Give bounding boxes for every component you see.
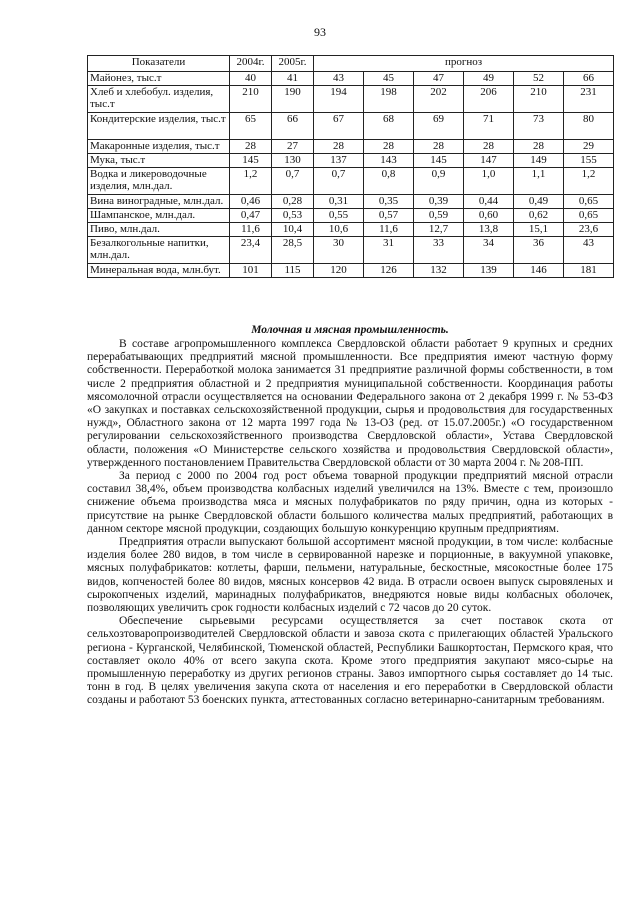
table-cell: 52 <box>514 72 564 86</box>
table-row <box>88 113 614 140</box>
table-cell: 198 <box>364 86 414 113</box>
table-cell: 47 <box>414 72 464 86</box>
table-cell: 29 <box>564 140 614 154</box>
table-cell: 27 <box>272 140 314 154</box>
table-cell: 11,6 <box>364 223 414 237</box>
section-title: Молочная и мясная промышленность. <box>251 324 449 336</box>
row-label: Водка и ликероводочные изделия, млн.дал. <box>88 168 230 195</box>
table-cell: 69 <box>414 113 464 140</box>
body-text <box>87 338 613 708</box>
table-cell: 0,7 <box>272 168 314 195</box>
table-cell: 115 <box>272 264 314 278</box>
table-cell: 31 <box>364 237 414 264</box>
row-label: Кондитерские изделия, тыс.т <box>88 113 230 140</box>
table-row <box>88 237 614 264</box>
row-label: Макаронные изделия, тыс.т <box>88 140 230 154</box>
header-forecast: прогноз <box>314 56 614 72</box>
row-label: Майонез, тыс.т <box>88 72 230 86</box>
table-cell: 0,65 <box>564 195 614 209</box>
table-cell: 145 <box>414 154 464 168</box>
table-cell: 137 <box>314 154 364 168</box>
table-cell: 0,62 <box>514 209 564 223</box>
table-cell: 15,1 <box>514 223 564 237</box>
table-cell: 231 <box>564 86 614 113</box>
row-label: Пиво, млн.дал. <box>88 223 230 237</box>
table-cell: 36 <box>514 237 564 264</box>
table-cell: 30 <box>314 237 364 264</box>
table-cell: 0,53 <box>272 209 314 223</box>
table-cell: 45 <box>364 72 414 86</box>
table-cell: 181 <box>564 264 614 278</box>
table-cell: 101 <box>230 264 272 278</box>
table-cell: 1,1 <box>514 168 564 195</box>
table-row <box>88 223 614 237</box>
table-cell: 1,2 <box>230 168 272 195</box>
table-cell: 68 <box>364 113 414 140</box>
header-indicators: Показатели <box>88 56 230 72</box>
table-cell: 28 <box>314 140 364 154</box>
table-cell: 28 <box>364 140 414 154</box>
page-number: 93 <box>314 25 326 39</box>
table-cell: 1,2 <box>564 168 614 195</box>
table-cell: 0,59 <box>414 209 464 223</box>
row-label: Минеральная вода, млн.бут. <box>88 264 230 278</box>
table-row <box>88 86 614 113</box>
table-cell: 0,60 <box>464 209 514 223</box>
table-cell: 28,5 <box>272 237 314 264</box>
table-cell: 139 <box>464 264 514 278</box>
table-cell: 132 <box>414 264 464 278</box>
table-cell: 194 <box>314 86 364 113</box>
forecast-table <box>87 55 614 278</box>
table-cell: 10,6 <box>314 223 364 237</box>
table-cell: 190 <box>272 86 314 113</box>
table-cell: 0,8 <box>364 168 414 195</box>
table-cell: 34 <box>464 237 514 264</box>
table-cell: 210 <box>230 86 272 113</box>
row-label: Мука, тыс.т <box>88 154 230 168</box>
table-cell: 155 <box>564 154 614 168</box>
table-cell: 0,49 <box>514 195 564 209</box>
table-cell: 130 <box>272 154 314 168</box>
table-cell: 0,57 <box>364 209 414 223</box>
header-2004: 2004г. <box>230 56 272 72</box>
table-cell: 120 <box>314 264 364 278</box>
paragraph: В составе агропромышленного комплекса Свердловской области работает 9 крупных и средних перерабатывающих предприятий мясной промышленности. Все предприятия имеют частную форму собственности. Переработкой молока занимается 31 предприятие различной формы собственности, в том числе 2 предприятия областной и 2 предприятия муниципальной собственности. Координация работы мясомолочной отрасли осуществляется на основании Федерального закона от 2 декабря 1999 г. № 53-ФЗ «О закупках и поставках сельскохозяйственной продукции, сырья и продовольствия для государственных нужд», Областного закона от 12 марта 1997 года № 13-ОЗ (ред. от 15.07.2005г.) «О государственном регулировании сельскохозяйственного производства Свердловской области», Устава Свердловской области, положения «О Министерстве сельского хозяйства и продовольствия Свердловской области», утвержденного постановлением Правительства Свердловской области от 30 марта 2004 г. № 208-ПП. <box>87 338 613 469</box>
table-cell: 0,65 <box>564 209 614 223</box>
table-cell: 65 <box>230 113 272 140</box>
row-label: Шампанское, млн.дал. <box>88 209 230 223</box>
table-row <box>88 168 614 195</box>
row-label: Вина виноградные, млн.дал. <box>88 195 230 209</box>
table-cell: 0,55 <box>314 209 364 223</box>
table-cell: 149 <box>514 154 564 168</box>
table-cell: 0,46 <box>230 195 272 209</box>
row-label: Хлеб и хлебобул. изделия, тыс.т <box>88 86 230 113</box>
table-cell: 206 <box>464 86 514 113</box>
paragraph: За период с 2000 по 2004 год рост объема товарной продукции предприятий мясной отрасли составил 38,4%, объем производства колбасных изделий увеличился на 13%. Вместе с тем, произошло снижение объема производства мяса и мясных полуфабрикатов по ряду причин, одна из которых - присутствие на рынке Свердловской области большого количества малых предприятий, работающих в данном секторе мясной продукции, создающих большую конкуренцию крупным предприятиям. <box>87 470 613 535</box>
table-cell: 40 <box>230 72 272 86</box>
table-cell: 49 <box>464 72 514 86</box>
table-cell: 66 <box>564 72 614 86</box>
table-cell: 66 <box>272 113 314 140</box>
table-cell: 67 <box>314 113 364 140</box>
table-row <box>88 72 614 86</box>
table-cell: 13,8 <box>464 223 514 237</box>
table-cell: 33 <box>414 237 464 264</box>
table-row <box>88 154 614 168</box>
paragraph: Предприятия отрасли выпускают большой ассортимент мясной продукции, в том числе: колбасные изделия более 280 видов, в том числе в сервированной нарезке и порционные, в вакуумной упаковке, мясных полуфабрикатов: котлеты, фарши, пельмени, натуральные, бескостные, мясокостные более 175 видов, копченостей более 80 видов, мясных консервов 42 вида. В отрасли освоен выпуск сыровяленых и сырокопченых изделий, маринадных полуфабрикатов, внедряются новые виды колбасных оболочек, позволяющих увеличить срок годности колбасных изделий с 72 часов до 20 суток. <box>87 536 613 615</box>
paragraph: Обеспечение сырьевыми ресурсами осуществляется за счет поставок скота от сельхозтоваропроизводителей Свердловской области и завоза скота с прилегающих областей Уральского региона - Курганской, Челябинской, Тюменской областей, Республики Башкортостан, Пермского края, что составляет около 40% от всего закупа скота. Кроме этого предприятия закупают мясо-сырье на промышленную переработку из других регионов страны. Завоз импортного сырья составляет до 14 тыс. тонн в год. В целях увеличения закупа скота от населения и его переработки в Свердловской области созданы и работают 53 боенских пункта, аттестованных согласно ветеринарно-санитарным требованиям. <box>87 615 613 707</box>
table-cell: 28 <box>514 140 564 154</box>
header-2005: 2005г. <box>272 56 314 72</box>
table-cell: 71 <box>464 113 514 140</box>
table-cell: 0,31 <box>314 195 364 209</box>
table-cell: 28 <box>464 140 514 154</box>
table-cell: 0,28 <box>272 195 314 209</box>
table-cell: 41 <box>272 72 314 86</box>
table-cell: 147 <box>464 154 514 168</box>
table-cell: 28 <box>414 140 464 154</box>
table-cell: 43 <box>564 237 614 264</box>
table-row <box>88 264 614 278</box>
table-cell: 143 <box>364 154 414 168</box>
table-cell: 126 <box>364 264 414 278</box>
table-cell: 0,39 <box>414 195 464 209</box>
table-cell: 0,35 <box>364 195 414 209</box>
table-cell: 11,6 <box>230 223 272 237</box>
table-cell: 28 <box>230 140 272 154</box>
table-cell: 0,7 <box>314 168 364 195</box>
table-cell: 210 <box>514 86 564 113</box>
table-row <box>88 209 614 223</box>
table-cell: 145 <box>230 154 272 168</box>
table-cell: 73 <box>514 113 564 140</box>
table-cell: 43 <box>314 72 364 86</box>
table-cell: 0,44 <box>464 195 514 209</box>
table-cell: 23,4 <box>230 237 272 264</box>
table-cell: 146 <box>514 264 564 278</box>
table-row <box>88 195 614 209</box>
table-cell: 1,0 <box>464 168 514 195</box>
table-cell: 0,9 <box>414 168 464 195</box>
row-label: Безалкогольные напитки, млн.дал. <box>88 237 230 264</box>
table-cell: 80 <box>564 113 614 140</box>
table-cell: 12,7 <box>414 223 464 237</box>
table-cell: 202 <box>414 86 464 113</box>
table-cell: 10,4 <box>272 223 314 237</box>
table-cell: 23,6 <box>564 223 614 237</box>
table-row <box>88 140 614 154</box>
table-cell: 0,47 <box>230 209 272 223</box>
table-header-row <box>88 56 614 72</box>
